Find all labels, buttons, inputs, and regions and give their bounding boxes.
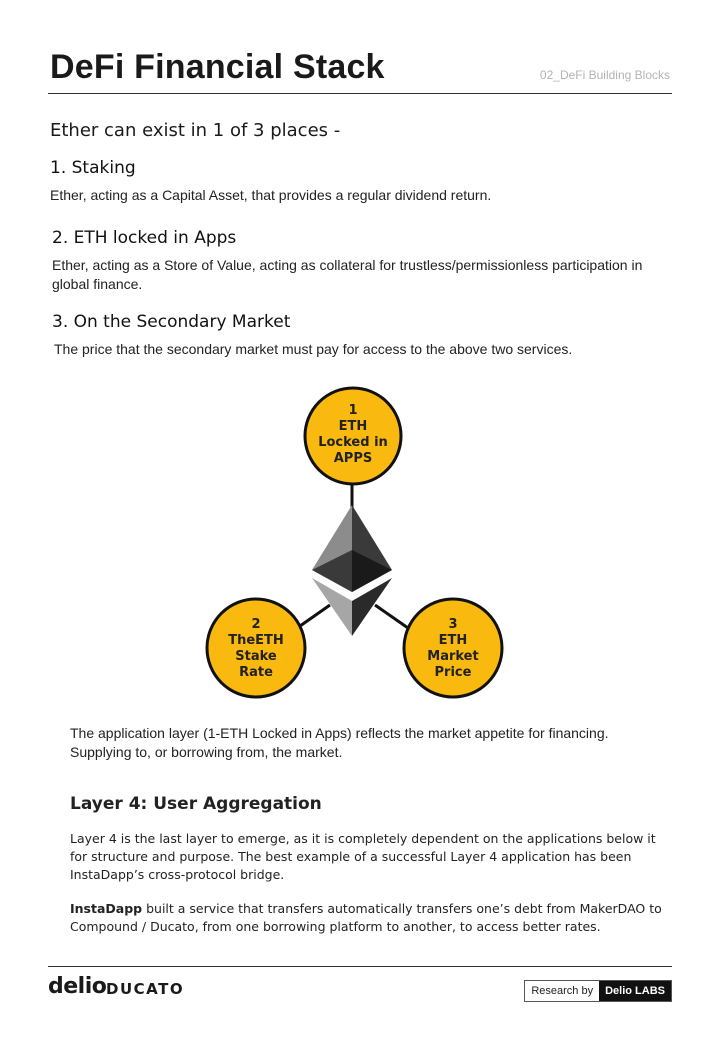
connector-right [375,605,408,628]
footer-divider [48,966,672,967]
svg-text:2: 2 [251,617,261,632]
header-divider [48,93,672,94]
node-eth-stake-rate [207,599,305,697]
node-eth-locked-in-apps [305,388,401,484]
svg-text:3: 3 [448,617,458,632]
svg-text:APPS: APPS [333,451,373,466]
svg-text:Market: Market [427,649,479,664]
node-eth-market-price [404,599,502,697]
eth-diagram [0,380,720,710]
place-3-heading: 3. On the Secondary Market [52,312,291,332]
svg-text:TheETH: TheETH [228,633,284,648]
place-2-heading: 2. ETH locked in Apps [52,228,237,248]
svg-text:ETH: ETH [338,419,368,434]
page-title: DeFi Financial Stack [50,48,385,86]
research-by-label: Research by [525,981,599,1001]
ethereum-logo-icon [312,505,392,636]
place-2-text: Ether, acting as a Store of Value, acting as collateral for trustless/permissionless participation in global finance. [52,257,643,292]
connector-left [300,605,330,626]
layer4-heading: Layer 4: User Aggregation [70,794,322,814]
ducato-logo: DUCATO [106,980,185,998]
svg-text:ETH: ETH [438,633,468,648]
research-badge [524,980,672,1002]
place-1-text: Ether, acting as a Capital Asset, that provides a regular dividend return. [50,187,492,203]
place-1-heading: 1. Staking [50,158,136,178]
svg-text:Locked in: Locked in [318,435,388,450]
delio-logo: delio [48,974,107,999]
instadapp-name: InstaDapp [70,901,143,916]
svg-text:1: 1 [348,403,358,418]
place-3-text: The price that the secondary market must pay for access to the above two services. [54,341,573,357]
layer4-paragraph-2 [70,900,670,936]
layer4-paragraph-1: Layer 4 is the last layer to emerge, as it is completely dependent on the applications below it for structure and purpose. The best example of a successful Layer 4 application has been InstaDapp’s cross-protocol bridge. [70,831,656,882]
svg-text:Price: Price [434,665,472,680]
layer4-paragraph-2-rest: built a service that transfers automatically transfers one’s debt from MakerDAO to Compound / Ducato, from one borrowing platform to another, to access better rates. [70,901,662,934]
section-label: 02_DeFi Building Blocks [539,68,670,82]
svg-text:Rate: Rate [239,665,273,680]
intro-text: Ether can exist in 1 of 3 places - [50,120,341,141]
delio-labs-label: Delio LABS [599,981,671,1001]
diagram-caption: The application layer (1-ETH Locked in Apps) reflects the market appetite for financing. Supplying to, or borrowing from, the market. [70,725,609,760]
svg-text:Stake: Stake [235,649,277,664]
